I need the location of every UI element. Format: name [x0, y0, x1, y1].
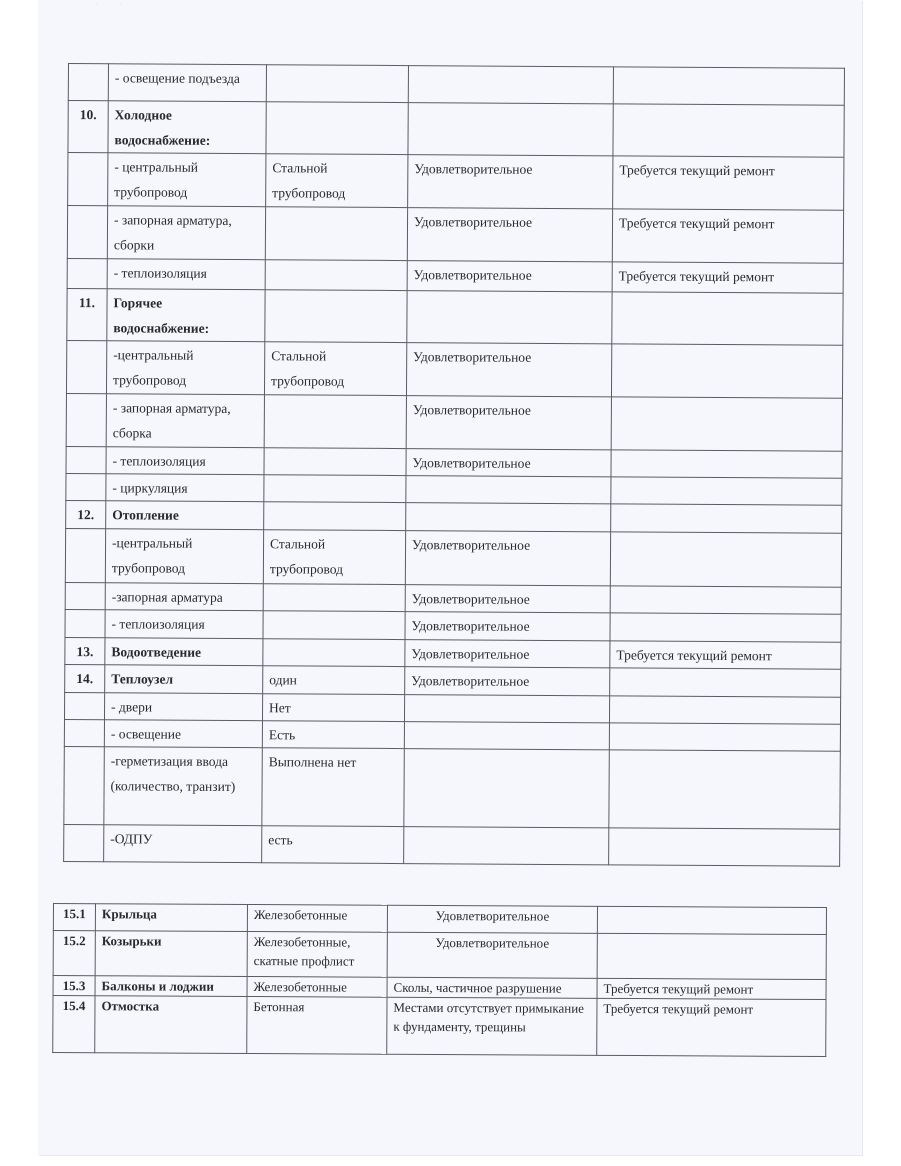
repair-note-cell: Требуется текущий ремонт [612, 262, 843, 293]
repair-note-cell [612, 292, 843, 345]
condition-cell: Удовлетворительное [407, 208, 612, 262]
material-cell: Железобетонные, скатные профлист [247, 932, 387, 978]
repair-note-cell [611, 477, 842, 505]
condition-cell [407, 291, 612, 344]
material-cell [263, 639, 405, 667]
table-row [65, 528, 841, 587]
material-cell [265, 207, 407, 261]
material-cell: Железобетонные [247, 905, 387, 933]
repair-note-cell: Требуется текущий ремонт [610, 641, 841, 669]
repair-note-cell [611, 344, 842, 398]
item-number-cell: 15.4 [53, 996, 95, 1053]
table-row [53, 904, 826, 935]
item-number-cell [67, 206, 107, 259]
material-cell [263, 611, 405, 640]
table-row [68, 64, 844, 106]
element-name-cell: -запорная арматура [105, 583, 263, 611]
element-name-cell: - запорная арматура, сборка [106, 394, 264, 448]
condition-cell [404, 722, 609, 750]
table-row [65, 637, 841, 669]
element-name-cell: - запорная арматура, сборки [107, 206, 265, 260]
element-name-cell: - теплоизоляция [107, 259, 265, 290]
repair-note-cell: Требуется текущий ремонт [613, 156, 844, 210]
element-name-cell: - циркуляция [106, 474, 264, 502]
repair-note-cell: Требуется текущий ремонт [597, 998, 826, 1056]
element-name-cell: Холодное водоснабжение: [108, 101, 266, 154]
condition-cell: Удовлетворительное [406, 343, 611, 397]
repair-note-cell [610, 668, 841, 697]
item-number-cell [65, 609, 105, 637]
engineering-systems-table [63, 63, 845, 867]
table-row [66, 393, 842, 451]
condition-cell: Удовлетворительное [408, 155, 613, 209]
repair-note-cell [609, 723, 840, 751]
repair-note-cell: Требуется текущий ремонт [612, 209, 843, 263]
material-cell: Железобетонные [247, 977, 387, 998]
item-number-cell [64, 719, 104, 746]
repair-note-cell [613, 67, 844, 105]
table-row [67, 258, 843, 293]
condition-cell: Удовлетворительное [407, 261, 612, 292]
material-cell: Стальной трубопровод [263, 530, 405, 585]
repair-note-cell [597, 906, 826, 934]
repair-note-cell [597, 933, 826, 979]
item-number-cell: 10. [68, 101, 108, 153]
item-number-cell: 15.2 [53, 931, 95, 976]
material-cell: есть [262, 826, 404, 864]
item-number-cell [64, 746, 104, 824]
repair-note-cell [610, 613, 841, 642]
table-row [68, 153, 844, 211]
table-row [64, 824, 840, 866]
material-cell: Нет [262, 694, 404, 722]
scan-artifact: · · [96, 2, 132, 8]
repair-note-cell [611, 397, 842, 451]
table-row [67, 206, 843, 264]
table-row [66, 446, 842, 478]
table-row [64, 746, 840, 829]
item-number-cell: 11. [67, 288, 107, 340]
condition-cell [408, 66, 613, 104]
element-name-cell: Козырьки [95, 931, 247, 977]
element-name-cell: -герметизация ввода (количество, транзит) [104, 747, 262, 826]
material-cell [264, 448, 406, 476]
material-cell [265, 290, 407, 343]
repair-note-cell [611, 504, 842, 533]
item-number-cell [68, 64, 108, 101]
material-cell [264, 502, 406, 531]
repair-note-cell [609, 696, 840, 724]
material-cell [264, 475, 406, 503]
element-name-cell: Крыльца [95, 904, 247, 932]
material-cell [266, 102, 408, 155]
item-number-cell [64, 692, 104, 719]
condition-cell: Сколы, частичное разрушение [387, 977, 597, 998]
material-cell: Стальной трубопровод [266, 154, 408, 208]
item-number-cell [65, 528, 105, 582]
condition-cell [406, 476, 611, 504]
item-number-cell [66, 393, 106, 446]
condition-cell [406, 503, 611, 532]
element-name-cell: Отмостка [95, 996, 247, 1054]
element-name-cell: -центральный трубопровод [106, 341, 264, 395]
item-number-cell: 13. [65, 637, 105, 664]
material-cell [266, 65, 408, 103]
item-number-cell [67, 258, 107, 288]
element-name-cell: Водоотведение [105, 638, 263, 666]
material-cell [263, 584, 405, 612]
condition-cell: Удовлетворительное [405, 585, 610, 613]
item-number-cell [68, 153, 108, 206]
condition-cell [404, 695, 609, 723]
table-row [66, 340, 842, 398]
item-number-cell [64, 824, 104, 861]
repair-note-cell [609, 828, 840, 866]
table-row [67, 288, 843, 345]
item-number-cell: 14. [65, 664, 105, 692]
element-name-cell: -центральный трубопровод [105, 529, 263, 584]
item-number-cell: 15.3 [53, 976, 95, 996]
condition-cell: Удовлетворительное [405, 667, 610, 696]
element-name-cell: Отопление [106, 501, 264, 530]
item-number-cell [65, 582, 105, 609]
condition-cell: Удовлетворительное [406, 396, 611, 450]
element-name-cell: Горячее водоснабжение: [107, 289, 265, 342]
condition-cell: Удовлетворительное [406, 449, 611, 477]
element-name-cell: - освещение [104, 720, 262, 748]
repair-note-cell [610, 532, 841, 587]
condition-cell [408, 103, 613, 156]
condition-cell [404, 749, 609, 828]
element-name-cell: -ОДПУ [104, 825, 262, 863]
element-name-cell: Теплоузел [105, 665, 263, 694]
table-row [64, 719, 840, 751]
material-cell [265, 260, 407, 291]
item-number-cell: 15.1 [53, 904, 95, 931]
condition-cell: Удовлетворительное [405, 612, 610, 641]
material-cell: один [263, 666, 405, 695]
table-row [53, 996, 826, 1057]
table-row [53, 931, 826, 980]
condition-cell: Местами отсутствует примыкание к фундаменту, трещины [387, 997, 597, 1055]
table-row [68, 101, 844, 158]
condition-cell: Удовлетворительное [387, 905, 597, 933]
element-name-cell: - двери [104, 693, 262, 721]
condition-cell: Удовлетворительное [405, 640, 610, 668]
table-row [66, 473, 842, 505]
material-cell: Бетонная [247, 997, 387, 1055]
repair-note-cell [609, 750, 840, 829]
material-cell: Стальной трубопровод [264, 342, 406, 396]
exterior-elements-table [52, 903, 827, 1057]
element-name-cell: - освещение подъезда [108, 64, 266, 102]
item-number-cell [66, 446, 106, 473]
item-number-cell [66, 340, 106, 393]
table-row [65, 582, 841, 614]
condition-cell: Удовлетворительное [405, 531, 610, 586]
condition-cell [404, 827, 609, 865]
material-cell: Выполнена нет [262, 748, 404, 827]
item-number-cell [66, 473, 106, 500]
material-cell [264, 395, 406, 449]
repair-note-cell [611, 450, 842, 478]
element-name-cell: Балконы и лоджии [95, 976, 247, 997]
condition-cell: Удовлетворительное [387, 932, 597, 978]
element-name-cell: - теплоизоляция [106, 447, 264, 475]
repair-note-cell [613, 104, 844, 157]
repair-note-cell [610, 586, 841, 614]
element-name-cell: - центральный трубопровод [108, 153, 266, 207]
material-cell: Есть [262, 721, 404, 749]
repair-note-cell: Требуется текущий ремонт [597, 978, 826, 999]
item-number-cell: 12. [66, 500, 106, 528]
element-name-cell: - теплоизоляция [105, 610, 263, 639]
